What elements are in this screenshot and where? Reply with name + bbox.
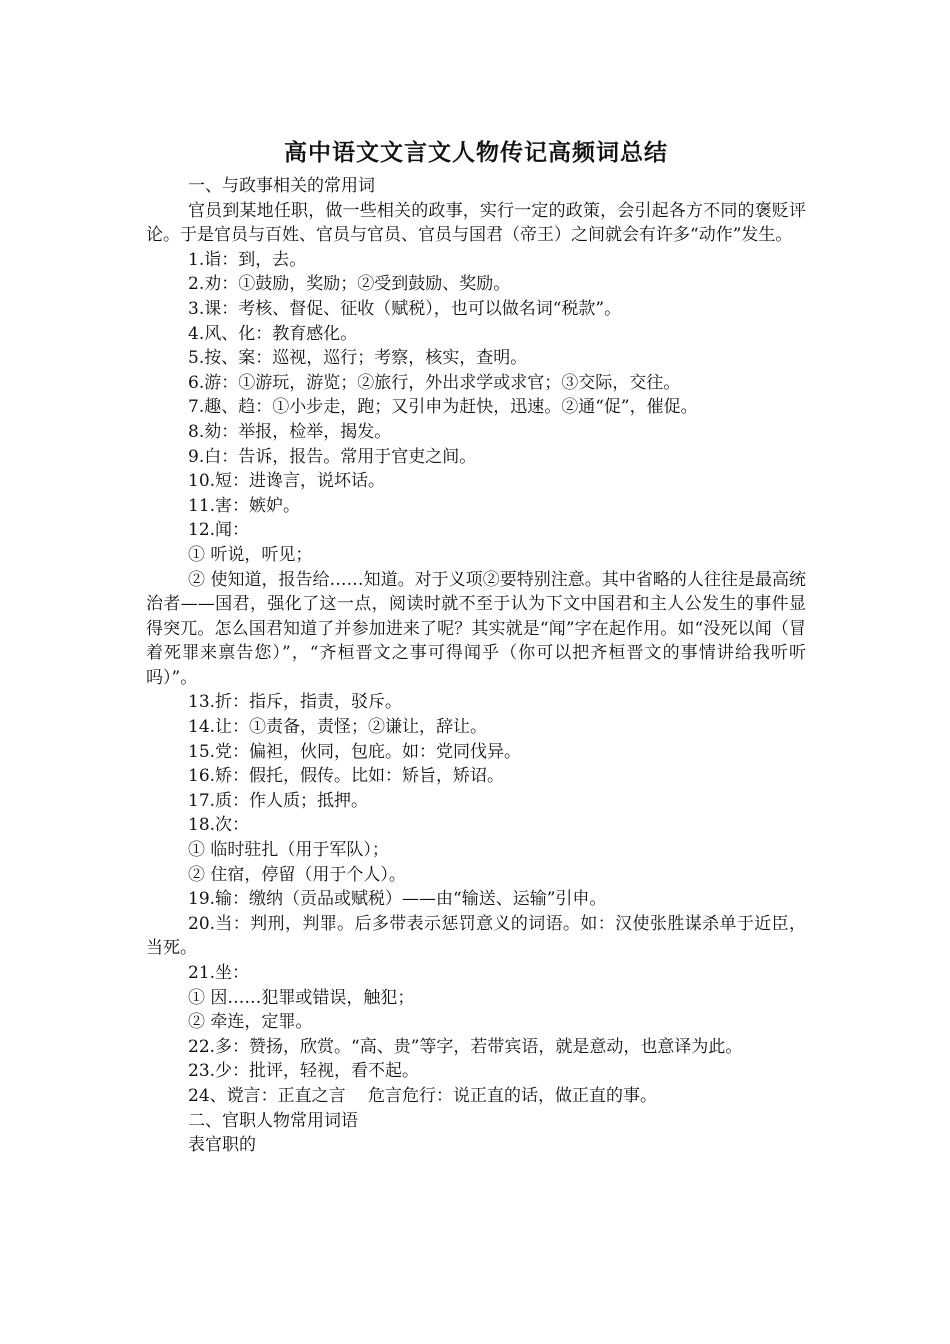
term-item: 4.风、化：教育感化。: [188, 323, 358, 344]
term-item: 2.劝：①鼓励，奖励；②受到鼓励、奖励。: [188, 274, 511, 295]
document-body: [146, 136, 806, 1158]
document-title: 高中语文文言文人物传记高频词总结: [284, 139, 668, 166]
term-item: 19.输：缴纳（贡品或赋税）——由“输送、运输”引申。: [188, 889, 607, 910]
term-item: 18.次：: [188, 815, 250, 836]
term-item: 7.趣、趋：①小步走，跑；又引申为赶快，迅速。②通“促”，催促。: [188, 397, 698, 418]
term-item: 3.课：考核、督促、征收（赋税），也可以做名词“税款”。: [188, 298, 622, 319]
term-item: 13.折：指斥，指责，驳斥。: [188, 692, 403, 713]
term-item: 16.矫：假托，假传。比如：矫旨，矫诏。: [188, 766, 505, 787]
sub-definition: ① 因……犯罪或错误，触犯；: [188, 987, 415, 1008]
term-item: 8.劾：举报，检举，揭发。: [188, 421, 392, 442]
term-item: 9.白：告诉，报告。常用于官吏之间。: [188, 446, 477, 467]
term-item: 6.游：①游玩，游览；②旅行，外出求学或求官；③交际，交往。: [188, 372, 681, 393]
term-item: 17.质：作人质；抵押。: [188, 790, 369, 811]
term-item: 15.党：偏袒，伙同，包庇。如：党同伐异。: [188, 741, 522, 762]
sub-definition: ② 牵连，定罪。: [188, 1012, 313, 1033]
sub-definition: ② 住宿，停留（用于个人）。: [188, 864, 406, 885]
term-item: 10.短：进谗言，说坏话。: [188, 471, 386, 492]
term-item: 23.少：批评，轻视，看不起。: [188, 1061, 420, 1082]
subsection-label: 表官职的: [188, 1135, 256, 1156]
term-item: 1.诣：到，去。: [188, 249, 307, 270]
term-item: 5.按、案：巡视，巡行；考察，核实，查明。: [188, 348, 528, 369]
sub-definition: ① 临时驻扎（用于军队）；: [188, 840, 389, 861]
term-item: 14.让：①责备，责怪；②谦让，辞让。: [188, 717, 488, 738]
term-item: 12.闻：: [188, 520, 250, 541]
sub-definition: ② 使知道，报告给……知道。对于义项②要特别注意。其中省略的人往往是最高统治者——国君，强化了这一点，阅读时就不至于认为下文中国君和主人公发生的事件显得突兀。怎么国君知道了并参加进来了呢？其实就是“闻”字在起作用。如“没死以闻（冒着死罪来禀告您）”，“齐桓晋文之事可得闻乎（你可以把齐桓晋文的事情讲给我听听吗）”。: [146, 569, 806, 688]
term-item: 22.多：赞扬，欣赏。“高、贵”等字，若带宾语，就是意动，也意译为此。: [188, 1036, 743, 1057]
term-item: 21.坐：: [188, 963, 250, 983]
term-item: 11.害：嫉妒。: [188, 495, 301, 516]
section-heading: 一、与政事相关的常用词: [188, 176, 375, 196]
sub-definition: ① 听说，听见；: [188, 544, 313, 565]
term-item: 20.当：判刑，判罪。后多带表示惩罚意义的词语。如：汉使张胜谋杀单于近臣，当死。: [146, 913, 806, 959]
term-item: 24、谠言：正直之言 危言危行：说正直的话，做正直的事。: [188, 1085, 658, 1106]
intro-paragraph: 官员到某地任职，做一些相关的政事，实行一定的政策，会引起各方不同的褒贬评论。于是官员与百姓、官员与官员、官员与国君（帝王）之间就会有许多“动作”发生。: [146, 200, 806, 246]
section-heading: 二、官职人物常用词语: [188, 1110, 358, 1131]
